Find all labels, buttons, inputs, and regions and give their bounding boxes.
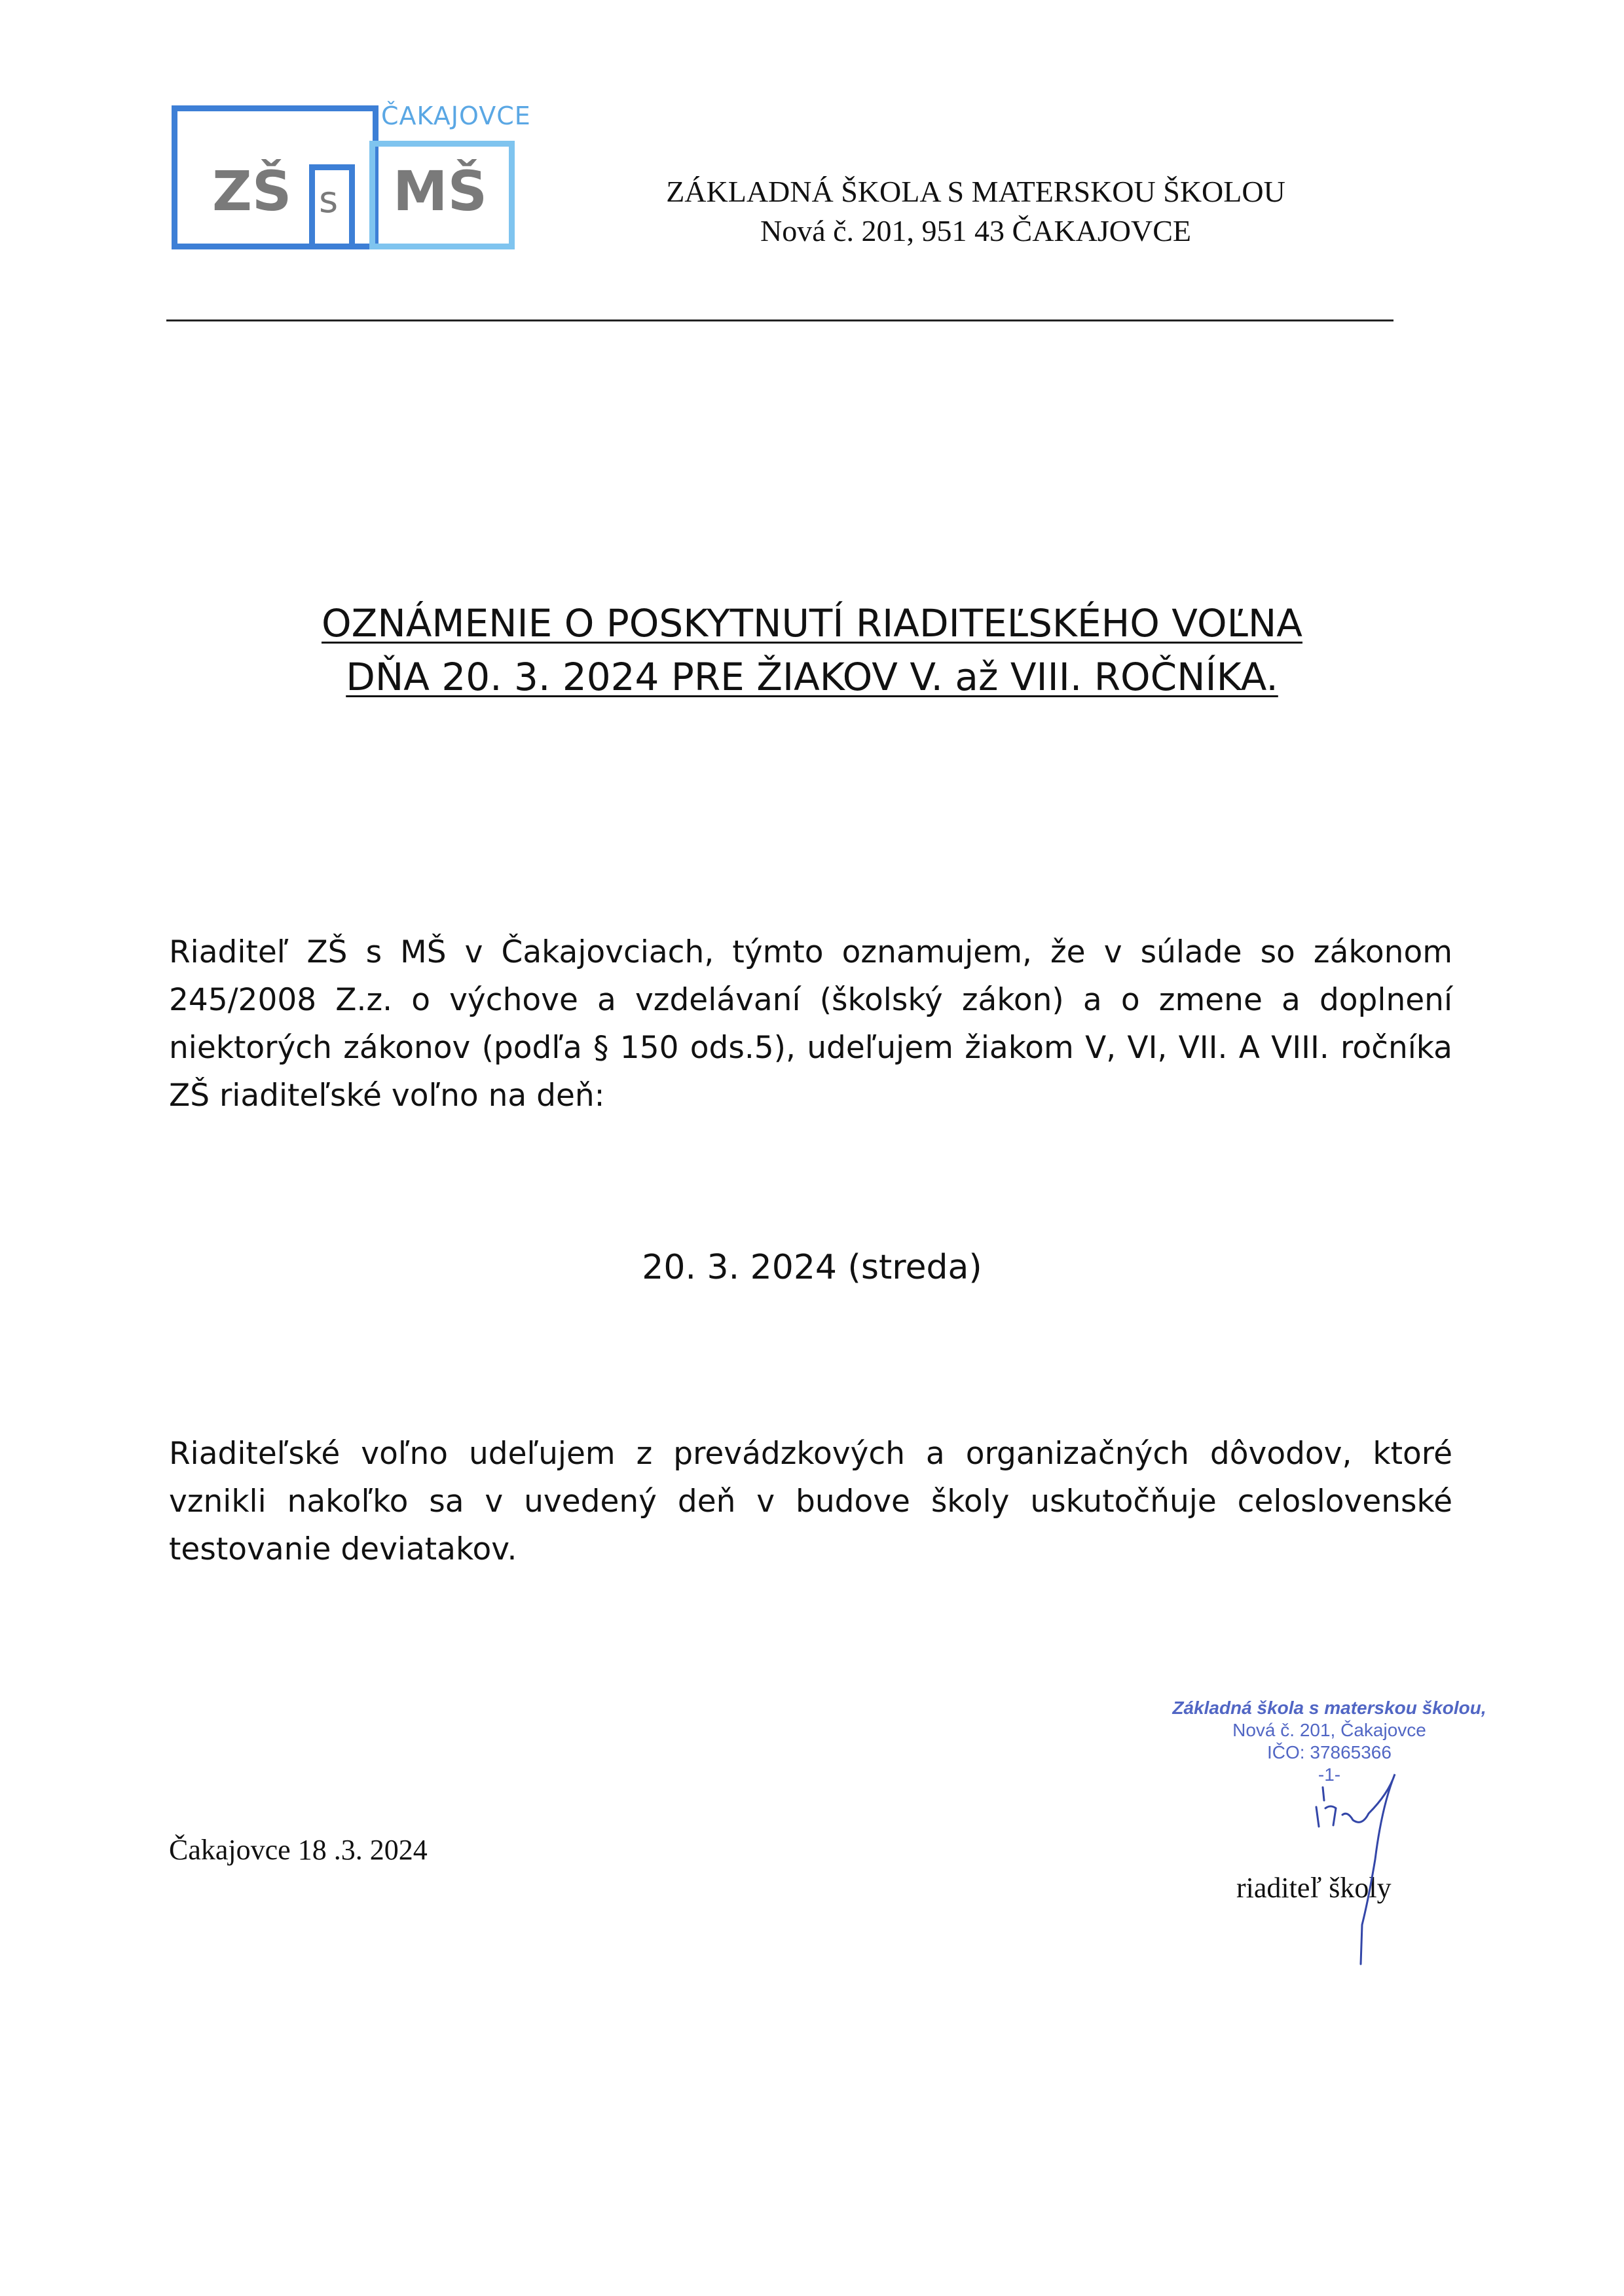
logo-s-text: s [319, 179, 339, 221]
logo-ms-text: MŠ [393, 159, 488, 223]
stamp-line-ico: IČO: 37865366 [1267, 1742, 1392, 1762]
school-address: Nová č. 201, 951 43 ČAKAJOVCE [760, 214, 1191, 247]
document-title-line1: OZNÁMENIE O POSKYTNUTÍ RIADITEĽSKÉHO VOĽNA [321, 601, 1302, 646]
signatory-role: riaditeľ školy [1236, 1872, 1392, 1904]
place-and-date: Čakajovce 18 .3. 2024 [169, 1834, 428, 1866]
logo-zs-text: ZŠ [212, 159, 292, 223]
reason-paragraph: Riaditeľské voľno udeľujem z prevádzkových a organizačných dôvodov, ktoré vznikli nakoľko sa v uvedený deň v budove školy uskutočňuje celoslovenské testovanie deviatakov. [169, 1436, 1452, 1567]
school-logo [172, 101, 531, 255]
announcement-paragraph: Riaditeľ ZŠ s MŠ v Čakajovciach, týmto oznamujem, že v súlade so zákonom 245/2008 Z.z. o výchove a vzdelávaní (školský zákon) a o zmene a doplnení niektorých zákonov (podľa § 150 ods.5), udeľujem žiakom V, VI, VII. A VIII. ročníka ZŠ riaditeľské voľno na deň: [169, 934, 1452, 1114]
handwritten-signature [1297, 1768, 1441, 2043]
logo-top-label: ČAKAJOVCE [381, 101, 531, 130]
stamp-line-address: Nová č. 201, Čakajovce [1232, 1720, 1426, 1740]
school-name: ZÁKLADNÁ ŠKOLA S MATERSKOU ŠKOLOU [666, 175, 1285, 208]
holiday-date: 20. 3. 2024 (streda) [642, 1248, 982, 1287]
header-divider [166, 319, 1393, 321]
document-title-line2: DŇA 20. 3. 2024 PRE ŽIAKOV V. až VIII. ROČNÍKA. [346, 655, 1278, 699]
stamp-line-school: Základná škola s materskou školou, [1172, 1698, 1486, 1718]
stamp-line-number: -1- [1318, 1764, 1341, 1785]
